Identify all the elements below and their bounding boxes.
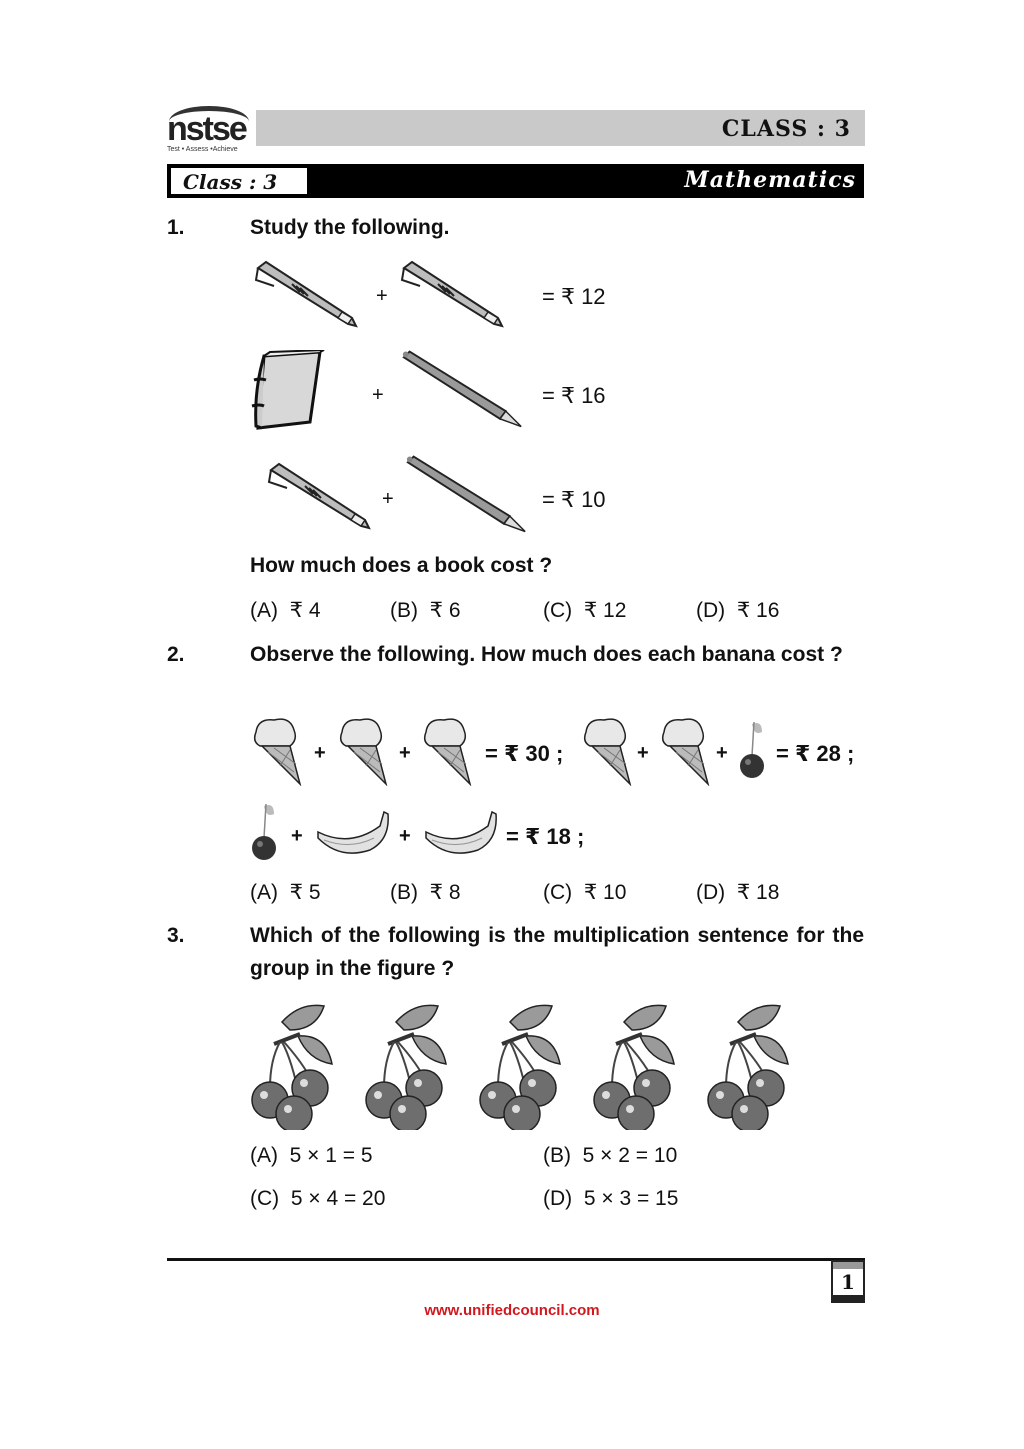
option-value: ₹ 10	[583, 881, 627, 904]
page-box-top-band	[833, 1262, 863, 1269]
option-value: 5 × 1 = 5	[289, 1144, 373, 1167]
option-value: ₹ 4	[289, 599, 321, 622]
plus-operator: +	[372, 384, 384, 406]
cherry-bunch-icon	[250, 1000, 340, 1130]
option-value: ₹ 5	[289, 881, 321, 904]
q2-option-c[interactable]	[543, 880, 626, 905]
plus-operator: +	[399, 825, 411, 847]
cherry-bunch-icon	[706, 1000, 796, 1130]
option-value: ₹ 8	[429, 881, 461, 904]
option-label: (B)	[543, 1144, 571, 1167]
option-label: (C)	[250, 1187, 280, 1210]
q1-option-a[interactable]	[250, 598, 321, 623]
footer-divider	[167, 1258, 865, 1261]
option-value: ₹ 12	[583, 599, 627, 622]
option-label: (B)	[390, 599, 418, 622]
q3-option-c[interactable]	[250, 1187, 385, 1211]
ice-cream-icon	[250, 716, 306, 786]
plus-operator: +	[376, 285, 388, 307]
nstse-logo	[165, 106, 253, 156]
equation-3-result: = ₹ 10	[542, 487, 606, 512]
plus-operator: +	[382, 488, 394, 510]
question-1-subquestion: How much does a book cost ?	[250, 554, 553, 577]
equation-6-result: = ₹ 18 ;	[506, 824, 585, 849]
option-value: ₹ 16	[736, 599, 780, 622]
option-label: (D)	[543, 1187, 573, 1210]
q1-option-b[interactable]	[390, 598, 461, 623]
apple-icon	[250, 802, 280, 862]
option-label: (D)	[696, 599, 726, 622]
equation-2-result: = ₹ 16	[542, 383, 606, 408]
q2-option-d[interactable]	[696, 880, 779, 905]
cherry-bunch-icon	[364, 1000, 454, 1130]
option-value: 5 × 3 = 15	[583, 1187, 679, 1210]
plus-operator: +	[716, 742, 728, 764]
class-box-label: Class : 3	[183, 170, 278, 194]
option-label: (C)	[543, 599, 573, 622]
option-value: ₹ 6	[429, 599, 461, 622]
class-banner-label: CLASS : 3	[721, 116, 851, 142]
pencil-icon	[400, 350, 525, 430]
q2-option-a[interactable]	[250, 880, 321, 905]
option-label: (A)	[250, 599, 278, 622]
pen-icon	[398, 260, 508, 330]
question-3-number: 3.	[167, 924, 185, 947]
equation-5-result: = ₹ 28 ;	[776, 741, 855, 766]
q3-option-b[interactable]	[543, 1144, 677, 1168]
option-label: (A)	[250, 881, 278, 904]
pencil-icon	[404, 455, 529, 535]
equation-4-result: = ₹ 30 ;	[485, 741, 564, 766]
question-3-text: Which of the following is the multiplication sentence for the group in the figure ?	[250, 924, 864, 980]
website-link[interactable]: www.unifiedcouncil.com	[424, 1302, 600, 1319]
book-icon	[250, 350, 325, 430]
equation-1-result: = ₹ 12	[542, 284, 606, 309]
option-label: (C)	[543, 881, 573, 904]
ice-cream-icon	[336, 716, 392, 786]
ice-cream-icon	[580, 716, 636, 786]
option-label: (D)	[696, 881, 726, 904]
logo-tagline: Test • Assess •Achieve	[167, 146, 238, 153]
question-2-number: 2.	[167, 643, 185, 666]
banana-icon	[422, 808, 502, 858]
subject-label: Mathematics	[684, 167, 856, 193]
pen-icon	[265, 462, 375, 532]
cherry-bunch-icon	[478, 1000, 568, 1130]
subject-bar	[167, 164, 864, 198]
class-box	[170, 167, 308, 195]
option-label: (A)	[250, 1144, 278, 1167]
class-banner	[256, 110, 865, 146]
logo-text: nstse	[167, 110, 246, 148]
q3-option-d[interactable]	[543, 1187, 678, 1211]
plus-operator: +	[637, 742, 649, 764]
plus-operator: +	[291, 825, 303, 847]
question-1-text: Study the following.	[250, 216, 450, 239]
question-1-number: 1.	[167, 216, 185, 239]
ice-cream-icon	[420, 716, 476, 786]
banana-icon	[314, 808, 394, 858]
cherry-bunch-icon	[592, 1000, 682, 1130]
q3-option-a[interactable]	[250, 1144, 373, 1168]
option-value: 5 × 4 = 20	[290, 1187, 386, 1210]
option-label: (B)	[390, 881, 418, 904]
q1-option-c[interactable]	[543, 598, 626, 623]
option-value: 5 × 2 = 10	[582, 1144, 678, 1167]
question-2-text: Observe the following. How much does each banana cost ?	[250, 643, 843, 666]
option-value: ₹ 18	[736, 881, 780, 904]
page-box-bottom-band	[833, 1295, 863, 1301]
q2-option-b[interactable]	[390, 880, 461, 905]
ice-cream-icon	[658, 716, 714, 786]
page-number: 1	[841, 1270, 855, 1294]
plus-operator: +	[314, 742, 326, 764]
page-number-box	[831, 1260, 865, 1303]
q1-option-d[interactable]	[696, 598, 779, 623]
pen-icon	[252, 260, 362, 330]
apple-icon	[738, 720, 768, 780]
plus-operator: +	[399, 742, 411, 764]
